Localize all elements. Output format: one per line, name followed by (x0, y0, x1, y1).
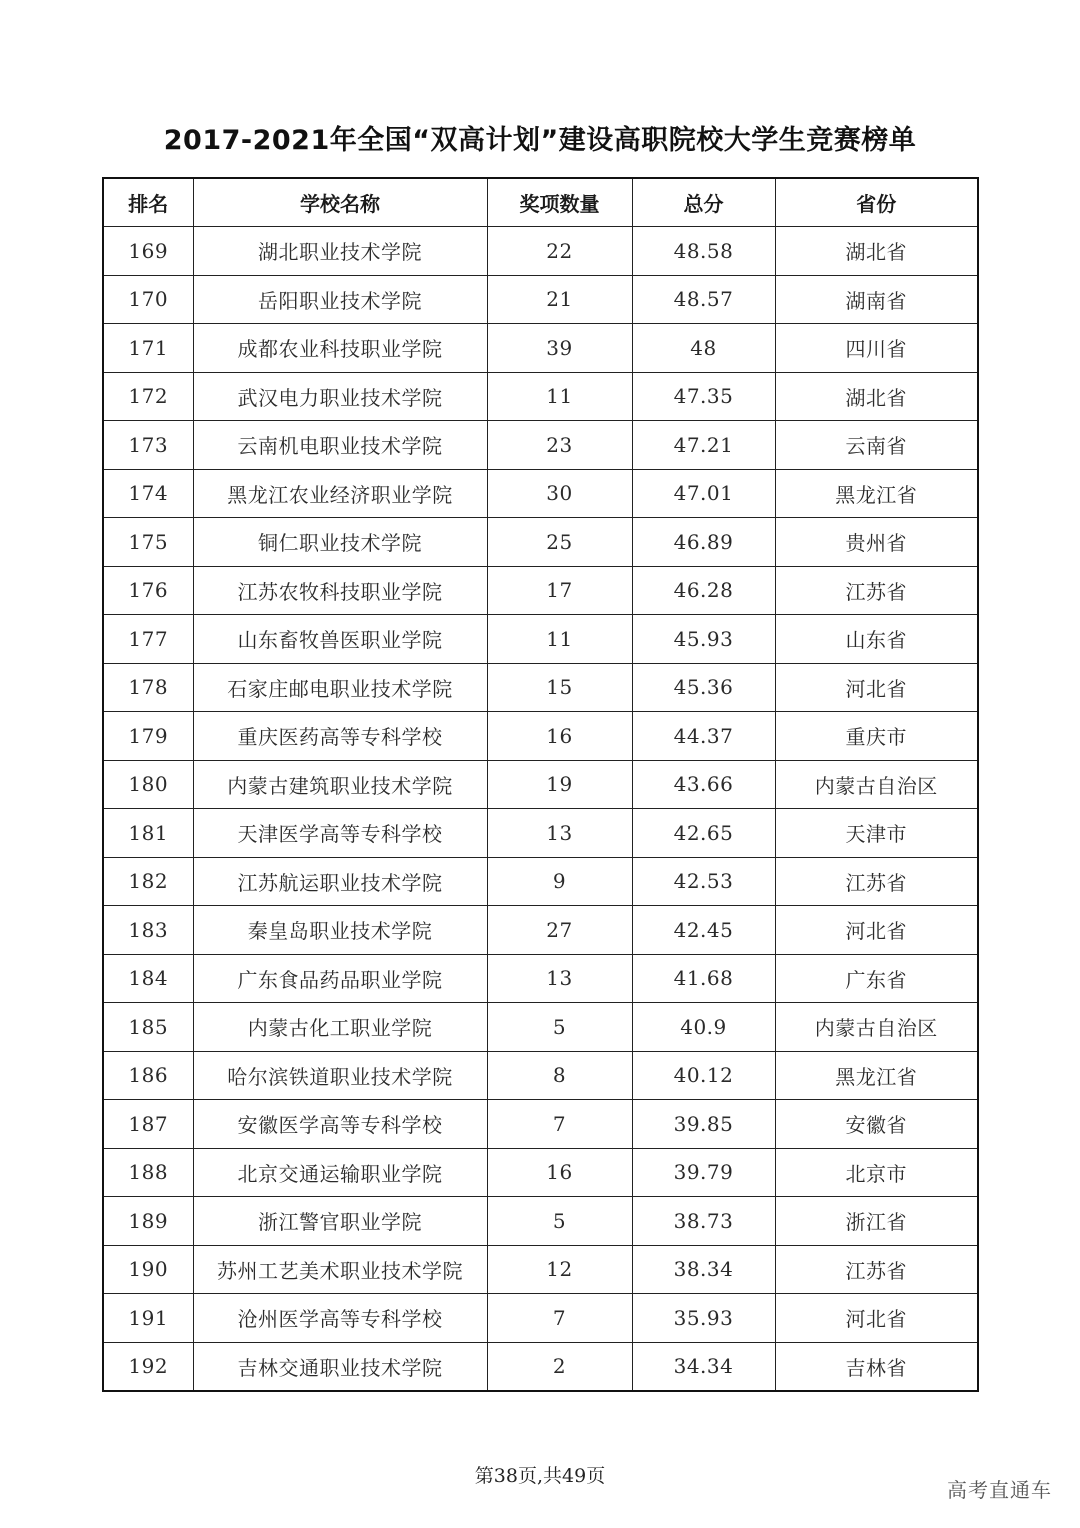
table-row (103, 663, 978, 712)
cell-school: 黑龙江农业经济职业学院 (193, 469, 487, 518)
cell-awards: 39 (487, 324, 632, 373)
cell-province: 天津市 (775, 809, 978, 858)
cell-awards: 9 (487, 857, 632, 906)
cell-province: 湖南省 (775, 275, 978, 324)
cell-awards: 30 (487, 469, 632, 518)
table-row (103, 1003, 978, 1052)
table-row (103, 275, 978, 324)
cell-rank: 179 (103, 712, 193, 761)
cell-school: 重庆医药高等专科学校 (193, 712, 487, 761)
cell-school: 浙江警官职业学院 (193, 1197, 487, 1246)
ranking-table (102, 177, 979, 1392)
cell-province: 黑龙江省 (775, 469, 978, 518)
cell-awards: 7 (487, 1294, 632, 1343)
cell-rank: 176 (103, 566, 193, 615)
cell-rank: 188 (103, 1148, 193, 1197)
cell-rank: 182 (103, 857, 193, 906)
table-row (103, 809, 978, 858)
table-row (103, 1245, 978, 1294)
header-rank: 排名 (103, 178, 193, 227)
cell-province: 云南省 (775, 421, 978, 470)
cell-province: 江苏省 (775, 1245, 978, 1294)
cell-province: 吉林省 (775, 1342, 978, 1391)
cell-province: 黑龙江省 (775, 1051, 978, 1100)
table-row (103, 421, 978, 470)
cell-awards: 19 (487, 760, 632, 809)
table-row (103, 906, 978, 955)
cell-school: 天津医学高等专科学校 (193, 809, 487, 858)
cell-score: 47.01 (632, 469, 775, 518)
cell-school: 岳阳职业技术学院 (193, 275, 487, 324)
cell-school: 石家庄邮电职业技术学院 (193, 663, 487, 712)
cell-rank: 192 (103, 1342, 193, 1391)
table-row (103, 518, 978, 567)
page-number: 第38页,共49页 (474, 1465, 606, 1487)
cell-score: 40.12 (632, 1051, 775, 1100)
cell-awards: 12 (487, 1245, 632, 1294)
cell-score: 35.93 (632, 1294, 775, 1343)
cell-awards: 5 (487, 1197, 632, 1246)
cell-school: 哈尔滨铁道职业技术学院 (193, 1051, 487, 1100)
cell-score: 46.89 (632, 518, 775, 567)
table-row (103, 857, 978, 906)
cell-score: 47.35 (632, 372, 775, 421)
cell-province: 贵州省 (775, 518, 978, 567)
cell-score: 47.21 (632, 421, 775, 470)
cell-school: 苏州工艺美术职业技术学院 (193, 1245, 487, 1294)
cell-school: 武汉电力职业技术学院 (193, 372, 487, 421)
cell-awards: 11 (487, 615, 632, 664)
cell-rank: 170 (103, 275, 193, 324)
cell-rank: 189 (103, 1197, 193, 1246)
watermark: 高考直通车 (947, 1478, 1052, 1502)
cell-school: 山东畜牧兽医职业学院 (193, 615, 487, 664)
table-row (103, 324, 978, 373)
cell-score: 45.93 (632, 615, 775, 664)
table-row (103, 1342, 978, 1391)
cell-rank: 181 (103, 809, 193, 858)
cell-school: 安徽医学高等专科学校 (193, 1100, 487, 1149)
cell-score: 40.9 (632, 1003, 775, 1052)
cell-awards: 15 (487, 663, 632, 712)
header-school: 学校名称 (193, 178, 487, 227)
cell-awards: 21 (487, 275, 632, 324)
cell-awards: 13 (487, 809, 632, 858)
cell-school: 内蒙古建筑职业技术学院 (193, 760, 487, 809)
table-row (103, 1197, 978, 1246)
cell-province: 北京市 (775, 1148, 978, 1197)
cell-score: 39.79 (632, 1148, 775, 1197)
cell-province: 浙江省 (775, 1197, 978, 1246)
cell-province: 山东省 (775, 615, 978, 664)
table-row (103, 1051, 978, 1100)
cell-province: 河北省 (775, 663, 978, 712)
cell-school: 北京交通运输职业学院 (193, 1148, 487, 1197)
cell-school: 成都农业科技职业学院 (193, 324, 487, 373)
cell-awards: 16 (487, 1148, 632, 1197)
header-awards: 奖项数量 (487, 178, 632, 227)
cell-awards: 16 (487, 712, 632, 761)
cell-score: 41.68 (632, 954, 775, 1003)
cell-score: 34.34 (632, 1342, 775, 1391)
cell-province: 广东省 (775, 954, 978, 1003)
cell-rank: 178 (103, 663, 193, 712)
cell-score: 43.66 (632, 760, 775, 809)
header-score: 总分 (632, 178, 775, 227)
table-row (103, 469, 978, 518)
cell-rank: 174 (103, 469, 193, 518)
cell-province: 河北省 (775, 1294, 978, 1343)
cell-awards: 7 (487, 1100, 632, 1149)
cell-rank: 171 (103, 324, 193, 373)
cell-awards: 25 (487, 518, 632, 567)
cell-score: 46.28 (632, 566, 775, 615)
cell-school: 江苏航运职业技术学院 (193, 857, 487, 906)
cell-school: 云南机电职业技术学院 (193, 421, 487, 470)
cell-province: 江苏省 (775, 566, 978, 615)
cell-school: 吉林交通职业技术学院 (193, 1342, 487, 1391)
cell-province: 河北省 (775, 906, 978, 955)
cell-school: 江苏农牧科技职业学院 (193, 566, 487, 615)
cell-school: 内蒙古化工职业学院 (193, 1003, 487, 1052)
cell-province: 四川省 (775, 324, 978, 373)
page-title: 2017-2021年全国“双高计划”建设高职院校大学生竞赛榜单 (163, 125, 917, 156)
cell-rank: 173 (103, 421, 193, 470)
cell-school: 铜仁职业技术学院 (193, 518, 487, 567)
cell-rank: 172 (103, 372, 193, 421)
cell-rank: 175 (103, 518, 193, 567)
cell-province: 安徽省 (775, 1100, 978, 1149)
cell-awards: 2 (487, 1342, 632, 1391)
cell-rank: 177 (103, 615, 193, 664)
cell-rank: 184 (103, 954, 193, 1003)
table-row (103, 760, 978, 809)
cell-awards: 13 (487, 954, 632, 1003)
cell-rank: 186 (103, 1051, 193, 1100)
header-row (103, 178, 978, 227)
table-row (103, 1148, 978, 1197)
cell-rank: 180 (103, 760, 193, 809)
cell-awards: 27 (487, 906, 632, 955)
cell-score: 48.57 (632, 275, 775, 324)
cell-province: 江苏省 (775, 857, 978, 906)
cell-score: 38.73 (632, 1197, 775, 1246)
table-row (103, 372, 978, 421)
cell-rank: 191 (103, 1294, 193, 1343)
cell-school: 广东食品药品职业学院 (193, 954, 487, 1003)
cell-school: 沧州医学高等专科学校 (193, 1294, 487, 1343)
cell-school: 秦皇岛职业技术学院 (193, 906, 487, 955)
table-header (103, 178, 978, 227)
cell-awards: 22 (487, 227, 632, 276)
cell-score: 42.45 (632, 906, 775, 955)
cell-school: 湖北职业技术学院 (193, 227, 487, 276)
cell-score: 48.58 (632, 227, 775, 276)
cell-score: 48 (632, 324, 775, 373)
table-row (103, 712, 978, 761)
cell-score: 42.65 (632, 809, 775, 858)
header-province: 省份 (775, 178, 978, 227)
cell-awards: 23 (487, 421, 632, 470)
table-row (103, 566, 978, 615)
table-row (103, 1100, 978, 1149)
cell-awards: 5 (487, 1003, 632, 1052)
cell-score: 42.53 (632, 857, 775, 906)
cell-province: 内蒙古自治区 (775, 1003, 978, 1052)
cell-rank: 185 (103, 1003, 193, 1052)
cell-rank: 183 (103, 906, 193, 955)
cell-score: 38.34 (632, 1245, 775, 1294)
cell-score: 39.85 (632, 1100, 775, 1149)
cell-score: 45.36 (632, 663, 775, 712)
cell-awards: 8 (487, 1051, 632, 1100)
cell-score: 44.37 (632, 712, 775, 761)
cell-awards: 17 (487, 566, 632, 615)
cell-province: 重庆市 (775, 712, 978, 761)
table-row (103, 227, 978, 276)
cell-province: 湖北省 (775, 372, 978, 421)
cell-province: 湖北省 (775, 227, 978, 276)
table-row (103, 615, 978, 664)
cell-province: 内蒙古自治区 (775, 760, 978, 809)
cell-rank: 169 (103, 227, 193, 276)
table-row (103, 954, 978, 1003)
table-row (103, 1294, 978, 1343)
cell-awards: 11 (487, 372, 632, 421)
cell-rank: 187 (103, 1100, 193, 1149)
table-body (103, 227, 978, 1392)
cell-rank: 190 (103, 1245, 193, 1294)
